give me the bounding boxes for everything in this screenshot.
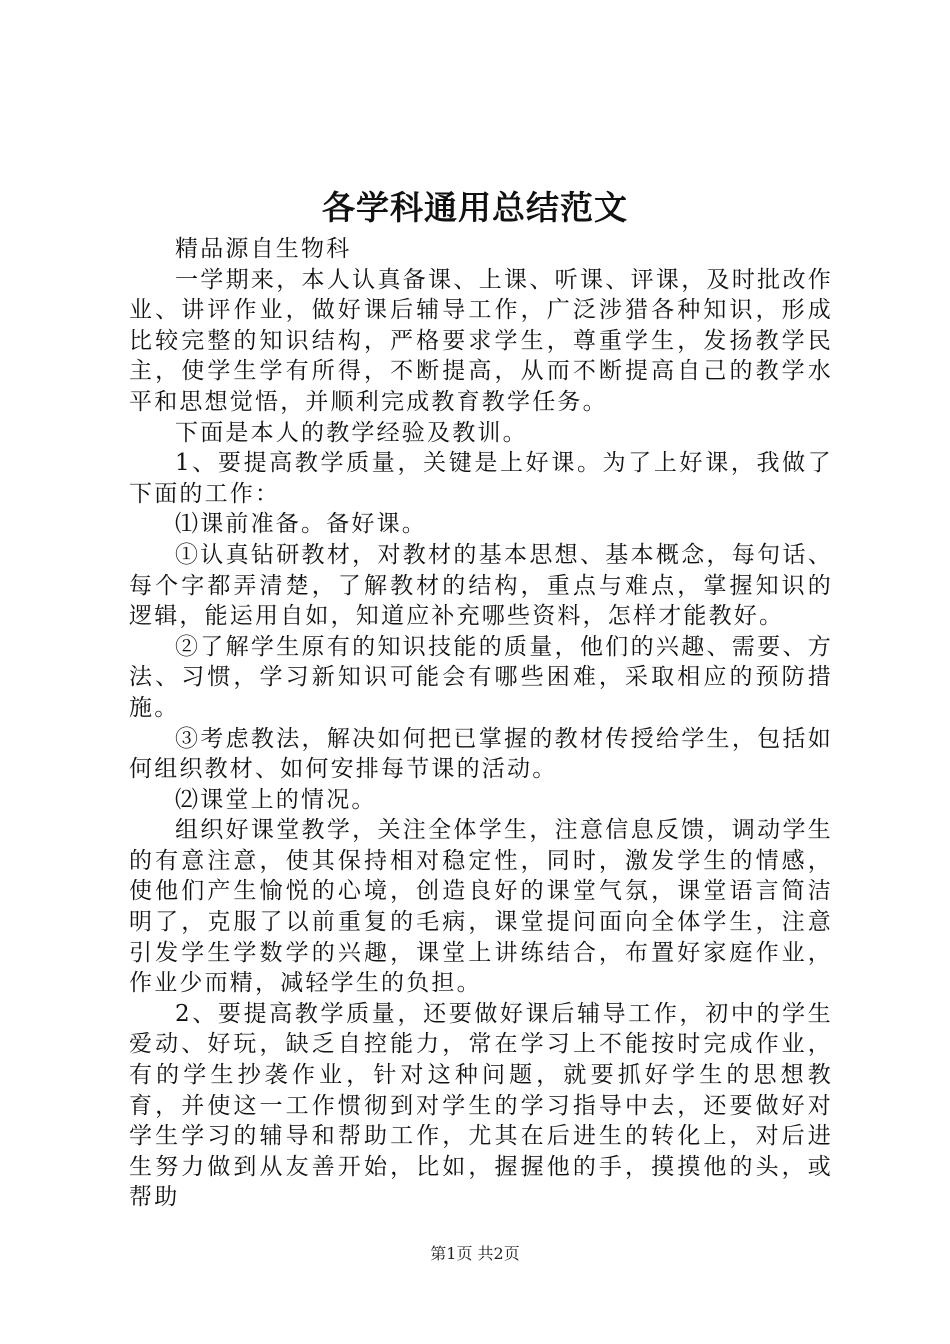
paragraph: ③考虑教法，解决如何把已掌握的教材传授给学生，包括如何组织教材、如何安排每节课的活动。 — [129, 725, 833, 783]
paragraph: ⑴课前准备。备好课。 — [175, 511, 427, 538]
paragraph: 精品源自生物科 — [175, 236, 352, 262]
page-footer: 第1页 共2页 — [430, 1244, 520, 1263]
paragraph: 一学期来，本人认真备课、上课、听课、评课，及时批改作业、讲评作业，做好课后辅导工作，广泛涉猎各种知识，形成比较完整的知识结构，严格要求学生，尊重学生，发扬教学民主，使学生学有所得，不断提高，从而不断提高自己的教学水平和思想觉悟，并顺利完成教育教学任务。 — [129, 266, 833, 415]
paragraph: 组织好课堂教学，关注全体学生，注意信息反馈，调动学生的有意注意，使其保持相对稳定性，同时，激发学生的情感，使他们产生愉悦的心境，创造良好的课堂气氛，课堂语言简洁明了，克服了以前重复的毛病，课堂提问面向全体学生，注意引发学生学数学的兴趣，课堂上讲练结合，布置好家庭作业，作业少而精，减轻学生的负担。 — [129, 817, 833, 997]
paragraph: ⑵课堂上的情况。 — [175, 786, 377, 813]
document-title: 各学科通用总结范文 — [322, 188, 628, 227]
paragraph: 下面是本人的教学经验及教训。 — [175, 419, 528, 446]
paragraph: ②了解学生原有的知识技能的质量，他们的兴趣、需要、方法、习惯，学习新知识可能会有哪些困难，采取相应的预防措施。 — [129, 633, 833, 721]
document-body — [129, 234, 833, 1213]
paragraph: 2、要提高教学质量，还要做好课后辅导工作，初中的学生爱动、好玩，缺乏自控能力，常在学习上不能按时完成作业，有的学生抄袭作业，针对这种问题，就要抓好学生的思想教育，并使这一工作惯彻到对学生的学习指导中去，还要做好对学生学习的辅导和帮助工作，尤其在后进生的转化上，对后进生努力做到从友善开始，比如，握握他的手，摸摸他的头，或帮助 — [129, 1000, 833, 1211]
paragraph: ①认真钻研教材，对教材的基本思想、基本概念，每句话、每个字都弄清楚，了解教材的结构，重点与难点，掌握知识的逻辑，能运用自如，知道应补充哪些资料，怎样才能教好。 — [129, 541, 833, 630]
paragraph: 1、要提高教学质量，关键是上好课。为了上好课，我做了下面的工作： — [129, 450, 833, 507]
